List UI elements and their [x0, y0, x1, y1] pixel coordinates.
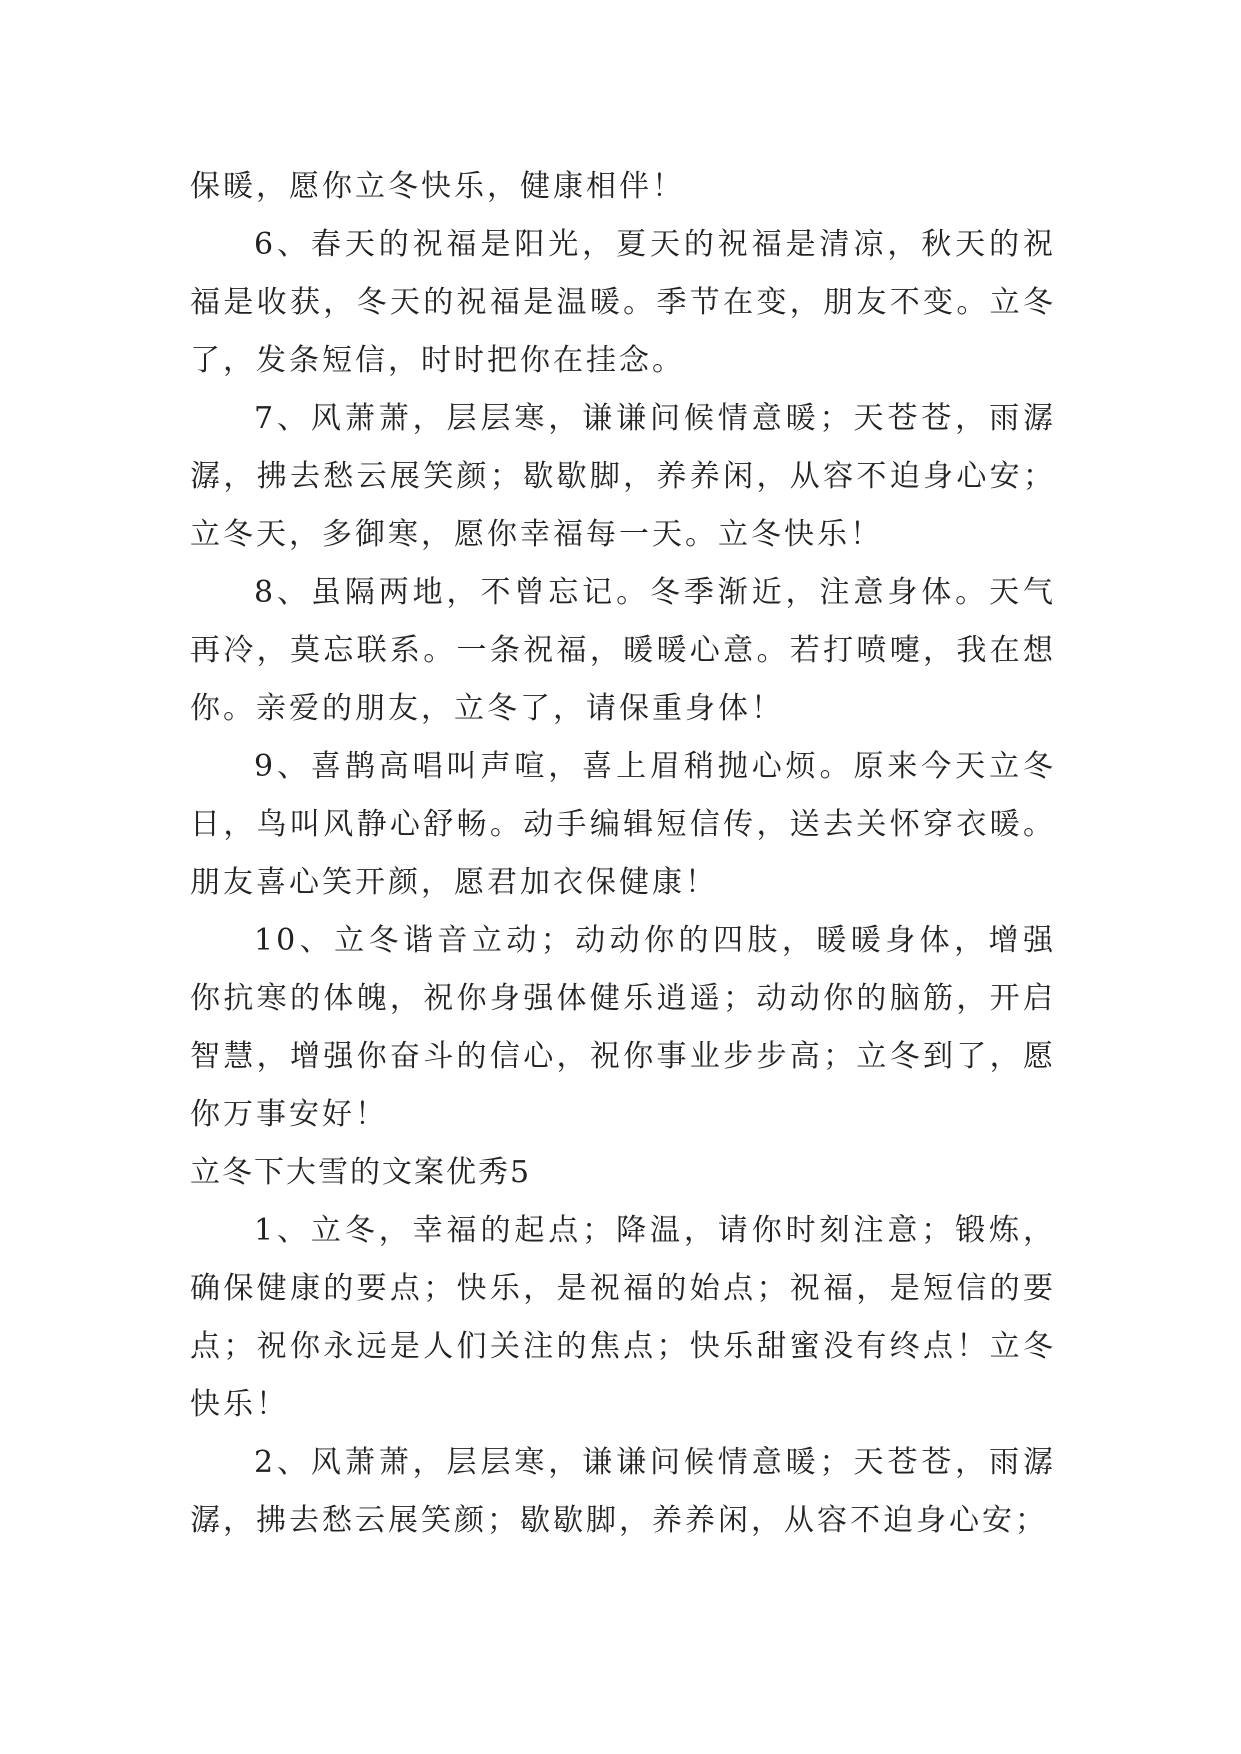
paragraph-item-7: 7、风萧萧，层层寒，谦谦问候情意暖；天苍苍，雨潺潺，拂去愁云展笑颜；歇歇脚，养养闲，从容不迫身心安；立冬天，多御寒，愿你幸福每一天。立冬快乐！ — [190, 401, 1056, 552]
paragraph-item-6: 6、春天的祝福是阳光，夏天的祝福是清凉，秋天的祝福是收获，冬天的祝福是温暖。季节在变，朋友不变。立冬了，发条短信，时时把你在挂念。 — [190, 227, 1056, 378]
paragraph-continuation: 保暖，愿你立冬快乐，健康相伴！ — [190, 169, 685, 204]
paragraph-item-2: 2、风萧萧，层层寒，谦谦问候情意暖；天苍苍，雨潺潺，拂去愁云展笑颜；歇歇脚，养养闲，从容不迫身心安； — [190, 1445, 1056, 1538]
document-body — [190, 158, 1056, 1550]
paragraph-item-10: 10、立冬谐音立动；动动你的四肢，暖暖身体，增强你抗寒的体魄，祝你身强体健乐逍遥；动动你的脑筋，开启智慧，增强你奋斗的信心，祝你事业步步高；立冬到了，愿你万事安好！ — [190, 923, 1056, 1132]
section-heading: 立冬下大雪的文案优秀5 — [190, 1155, 532, 1190]
paragraph-item-1: 1、立冬，幸福的起点；降温，请你时刻注意；锻炼，确保健康的要点；快乐，是祝福的始点；祝福，是短信的要点；祝你永远是人们关注的焦点；快乐甜蜜没有终点！立冬快乐！ — [190, 1213, 1056, 1422]
paragraph-item-8: 8、虽隔两地，不曾忘记。冬季渐近，注意身体。天气再冷，莫忘联系。一条祝福，暖暖心意。若打喷嚏，我在想你。亲爱的朋友，立冬了，请保重身体！ — [190, 575, 1056, 726]
paragraph-item-9: 9、喜鹊高唱叫声喧，喜上眉稍抛心烦。原来今天立冬日，鸟叫风静心舒畅。动手编辑短信传，送去关怀穿衣暖。朋友喜心笑开颜，愿君加衣保健康！ — [190, 749, 1056, 900]
